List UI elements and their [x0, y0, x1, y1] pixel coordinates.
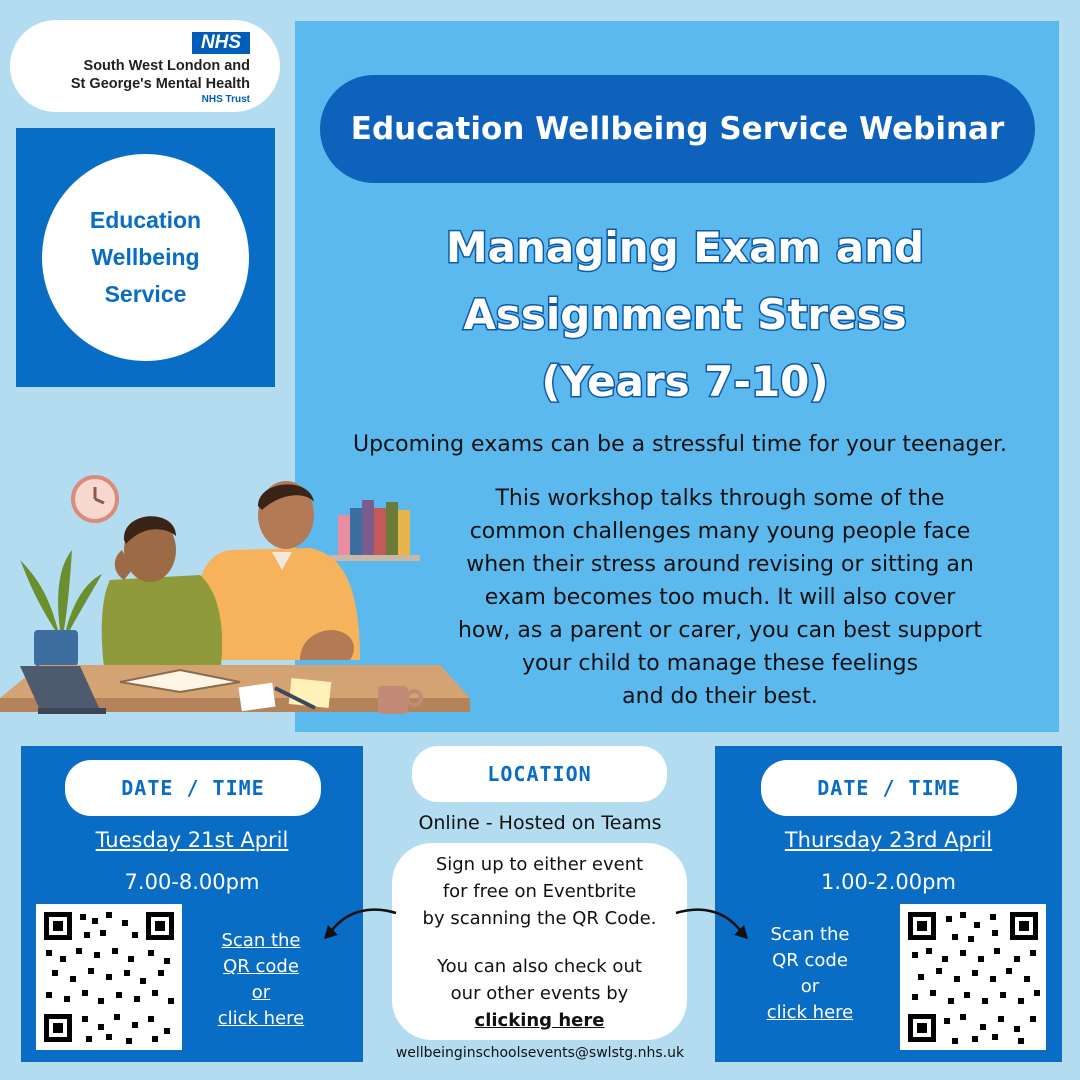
- scan-line: QR code: [772, 950, 848, 971]
- page-title: Education Wellbeing Service Webinar: [350, 111, 1005, 147]
- logo-trust-label: NHS Trust: [201, 94, 250, 105]
- signup-line: Sign up to either event: [435, 854, 644, 875]
- qr-code-icon[interactable]: [900, 904, 1046, 1050]
- scan-line: Scan the: [770, 924, 850, 945]
- description-line: and do their best.: [622, 684, 818, 709]
- title-banner: [320, 75, 1035, 183]
- event-time: 1.00-2.00pm: [821, 870, 956, 894]
- signup-line: for free on Eventbrite: [442, 881, 637, 902]
- nhs-badge: NHS: [192, 32, 250, 54]
- description-line: your child to manage these feelings: [521, 651, 919, 676]
- description-line: exam becomes too much. It will also cover: [484, 585, 956, 610]
- event-date[interactable]: Tuesday 21st April: [95, 828, 289, 852]
- more-events-text: [392, 953, 687, 1034]
- headline: [355, 214, 1015, 415]
- event-time: 7.00-8.00pm: [124, 870, 260, 894]
- ews-badge-text: Education Wellbeing Service: [89, 207, 202, 307]
- parent-child-study-illustration: [0, 470, 470, 740]
- event-card-thursday: [715, 746, 1062, 1062]
- logo-trust-name-line1: South West London and: [83, 58, 250, 74]
- desk: [0, 665, 470, 714]
- child-figure: [102, 516, 222, 675]
- click-here-link[interactable]: click here: [217, 1008, 305, 1029]
- description: [400, 482, 1040, 713]
- contact-email[interactable]: wellbeinginschoolsevents@swlstg.nhs.uk: [395, 1045, 685, 1061]
- bookshelf: [330, 500, 420, 561]
- date-time-heading: DATE / TIME: [761, 760, 1017, 816]
- description-line: This workshop talks through some of the: [495, 486, 945, 511]
- qr-code-icon[interactable]: [36, 904, 182, 1050]
- ews-badge: [16, 128, 275, 387]
- signup-info-box: [392, 843, 687, 1040]
- more-events-line: our other events by: [450, 983, 629, 1004]
- scan-line: Scan the: [221, 930, 301, 951]
- date-time-heading: DATE / TIME: [65, 760, 321, 816]
- location-heading: LOCATION: [412, 746, 667, 802]
- event-date[interactable]: Thursday 23rd April: [784, 828, 993, 852]
- scan-instructions: [193, 928, 329, 1032]
- signup-text: [392, 851, 687, 932]
- logo-trust-name-line2: St George's Mental Health: [70, 76, 250, 92]
- signup-line: by scanning the QR Code.: [422, 908, 657, 929]
- click-here-link[interactable]: click here: [766, 1002, 854, 1023]
- arrow-left-icon: [320, 905, 400, 945]
- location-detail: Online - Hosted on Teams: [418, 812, 662, 834]
- ews-badge-circle: [42, 154, 249, 361]
- headline-line: Managing Exam and: [445, 223, 925, 272]
- scan-instructions: [745, 922, 875, 1026]
- scan-line: QR code: [223, 956, 299, 977]
- nhs-trust-logo: [10, 20, 280, 112]
- more-events-link[interactable]: clicking here: [474, 1010, 605, 1031]
- plant: [20, 550, 102, 666]
- description-line: how, as a parent or carer, you can best support: [457, 618, 983, 643]
- headline-line: (Years 7-10): [541, 357, 829, 406]
- description-line: when their stress around revising or sitting an: [466, 552, 974, 577]
- more-events-line: You can also check out: [437, 956, 642, 977]
- arrow-right-icon: [672, 905, 752, 945]
- clock-icon: [73, 477, 117, 521]
- scan-or: or: [251, 982, 271, 1003]
- intro-text: Upcoming exams can be a stressful time for your teenager.: [352, 432, 1008, 457]
- headline-line: Assignment Stress: [463, 290, 907, 339]
- scan-or: or: [800, 976, 820, 997]
- event-card-tuesday: [21, 746, 363, 1062]
- description-line: common challenges many young people face: [469, 519, 971, 544]
